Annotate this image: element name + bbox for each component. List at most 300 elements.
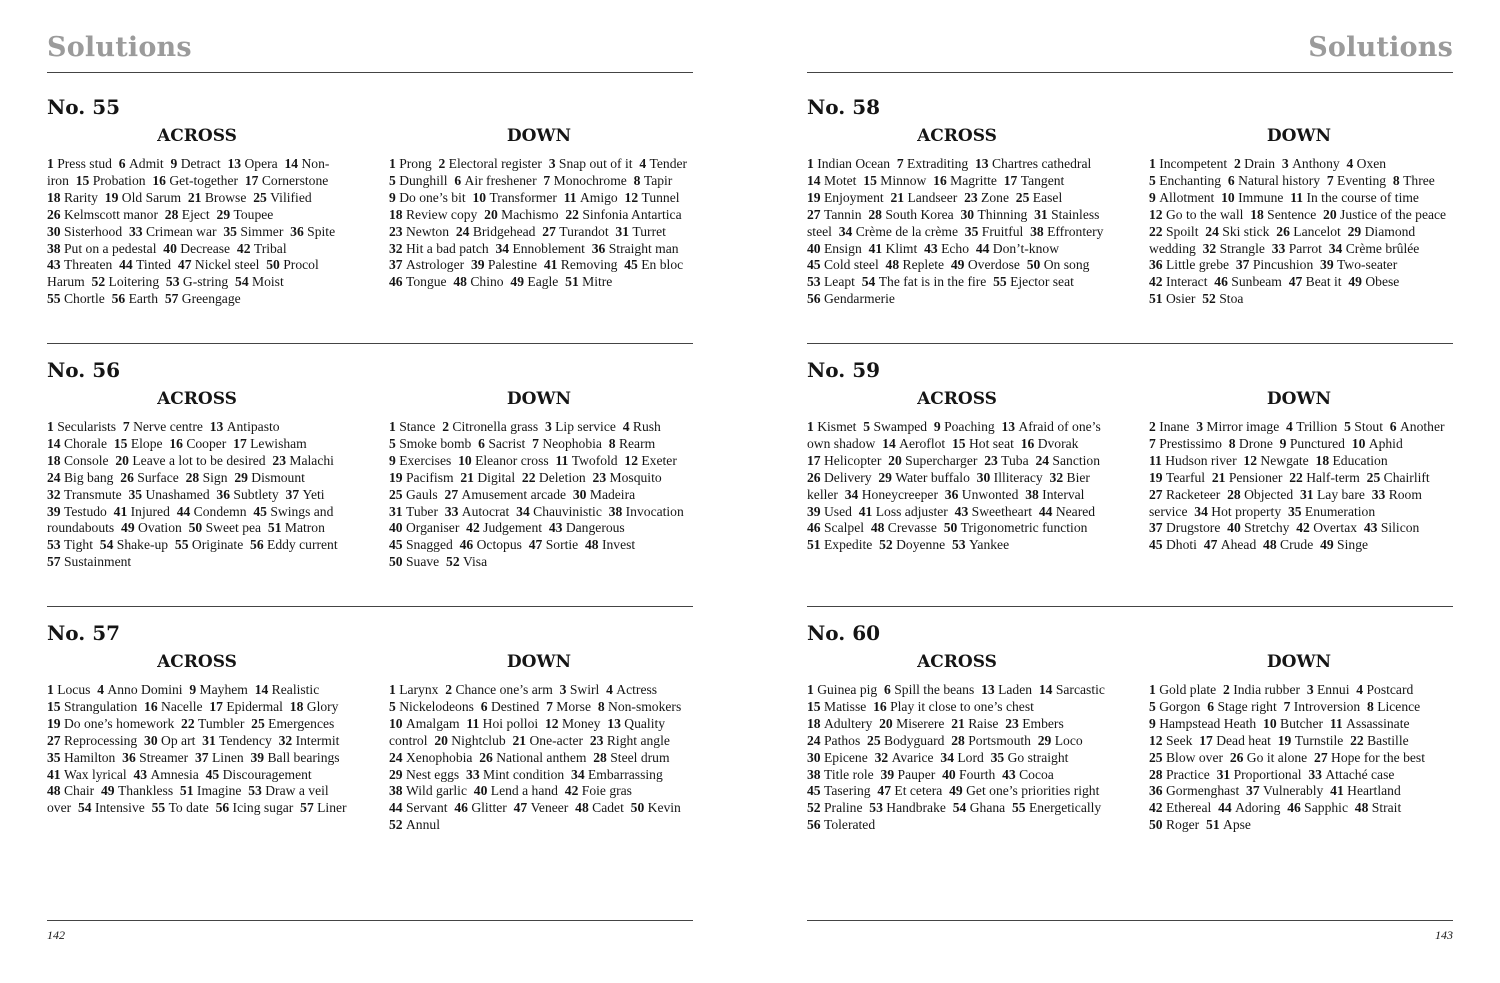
clue-answer: Organiser xyxy=(402,520,460,536)
answer-entry xyxy=(522,470,586,485)
answer-entry xyxy=(47,504,107,519)
answer-entry xyxy=(555,453,617,468)
clue-number: 37 xyxy=(285,486,300,502)
answer-entry xyxy=(47,554,131,569)
clue-answer: Probation xyxy=(89,172,146,188)
clue-answer: Dunghill xyxy=(395,172,448,188)
answer-entry xyxy=(1288,504,1375,519)
clue-number: 27 xyxy=(1149,486,1163,502)
clue-number: 43 xyxy=(548,520,563,536)
clue-number: 33 xyxy=(444,503,459,519)
clue-answer: Sweet pea xyxy=(202,520,262,536)
clue-answer: Greengage xyxy=(178,291,241,307)
answer-entry xyxy=(1227,487,1293,502)
answer-entry xyxy=(47,682,90,697)
clue-number: 6 xyxy=(1389,419,1397,434)
clue-number: 20 xyxy=(434,732,448,748)
clue-answer: Lord xyxy=(953,749,984,765)
clue-number: 7 xyxy=(896,156,904,171)
clue-answer: Liner xyxy=(313,800,347,816)
answer-entry xyxy=(484,207,558,222)
clue-number: 34 xyxy=(838,223,853,239)
clue-answer: Snap out of it xyxy=(555,156,633,171)
clue-number: 20 xyxy=(879,715,893,731)
clue-number: 56 xyxy=(111,291,126,307)
clue-answer: Twofold xyxy=(568,452,618,468)
answer-entry xyxy=(1218,800,1280,815)
answer-entry xyxy=(1348,274,1399,289)
clue-number: 13 xyxy=(975,156,989,171)
clue-number: 17 xyxy=(807,452,821,468)
clue-answer: Hudson river xyxy=(1161,452,1237,468)
clue-answer: Easel xyxy=(1029,189,1063,205)
answer-entry xyxy=(479,750,586,765)
clue-number: 15 xyxy=(47,698,61,714)
answer-entry xyxy=(128,487,209,502)
clue-number: 31 xyxy=(1034,206,1048,222)
answer-entry xyxy=(389,800,448,815)
clue-number: 51 xyxy=(179,783,194,799)
clue-number: 51 xyxy=(267,520,282,536)
answer-entry xyxy=(878,470,970,485)
answer-entry xyxy=(1039,682,1105,697)
clue-number: 32 xyxy=(47,486,61,502)
clue-answer: Practice xyxy=(1162,766,1210,782)
answer-entry xyxy=(1149,173,1221,188)
answer-entry xyxy=(47,241,157,256)
answer-entry xyxy=(1005,716,1064,731)
answer-entry xyxy=(446,554,487,569)
answer-entry xyxy=(924,241,969,256)
clue-number: 52 xyxy=(446,554,460,570)
clue-answer: Tender xyxy=(646,156,688,171)
clue-number: 34 xyxy=(940,749,954,765)
clue-answer: Icing sugar xyxy=(229,800,294,816)
clue-answer: Strait xyxy=(1368,800,1402,816)
answer-entry xyxy=(1300,487,1365,502)
answer-entry xyxy=(47,419,116,434)
section-divider xyxy=(807,606,1453,607)
clue-answer: Silicon xyxy=(1377,520,1420,536)
clue-number: 32 xyxy=(389,240,403,256)
answer-entry xyxy=(953,800,1005,815)
clue-number: 44 xyxy=(119,257,133,273)
answer-entry xyxy=(845,487,938,502)
clue-answer: Effrontery xyxy=(1043,223,1104,239)
clue-answer: Incompetent xyxy=(1155,156,1228,171)
clue-answer: Ball bearings xyxy=(264,749,340,765)
answer-entry xyxy=(454,173,536,188)
clue-number: 20 xyxy=(1323,206,1337,222)
clue-answer: Hot seat xyxy=(965,435,1014,451)
header-rule xyxy=(47,72,693,73)
down-answers xyxy=(1149,419,1451,554)
answer-entry xyxy=(545,716,601,731)
clue-answer: Spite xyxy=(303,223,336,239)
answer-entry xyxy=(1035,453,1100,468)
clue-answer: Obese xyxy=(1361,274,1400,290)
clue-number: 50 xyxy=(630,800,645,816)
answer-entry xyxy=(940,750,983,765)
clue-number: 15 xyxy=(863,172,877,188)
clue-answer: Cornerstone xyxy=(258,172,329,188)
clue-number: 12 xyxy=(1149,206,1163,222)
clue-answer: Another xyxy=(1396,419,1445,434)
clue-answer: Ski stick xyxy=(1218,223,1270,239)
clue-number: 31 xyxy=(389,503,403,519)
clue-answer: Overdose xyxy=(964,257,1020,273)
answer-entry xyxy=(888,453,977,468)
answer-entry xyxy=(592,241,679,256)
answer-entry xyxy=(100,537,168,552)
clue-number: 14 xyxy=(284,156,299,171)
clue-number: 25 xyxy=(1366,469,1381,485)
answer-entry xyxy=(389,520,459,535)
clue-answer: Machismo xyxy=(497,206,559,222)
clue-number: 8 xyxy=(597,698,605,714)
clue-number: 40 xyxy=(942,766,956,782)
answer-entry xyxy=(807,291,895,306)
clue-number: 43 xyxy=(924,240,938,256)
down-heading: DOWN xyxy=(506,126,572,146)
clue-answer: Kelmscott manor xyxy=(60,206,158,222)
answer-entry xyxy=(1039,504,1095,519)
clue-answer: Lay bare xyxy=(1313,486,1365,502)
clue-answer: Ahead xyxy=(1217,537,1257,553)
clue-number: 21 xyxy=(1211,469,1226,485)
answer-entry xyxy=(1199,733,1271,748)
clue-number: 45 xyxy=(807,783,821,799)
clue-answer: Invocation xyxy=(622,503,684,519)
clue-answer: Yeti xyxy=(299,486,325,502)
clue-number: 23 xyxy=(984,452,998,468)
clue-number: 45 xyxy=(807,257,821,273)
clue-number: 30 xyxy=(976,469,991,485)
across-heading: ACROSS xyxy=(917,652,997,672)
clue-number: 6 xyxy=(478,435,485,451)
clue-answer: Judgement xyxy=(479,520,543,536)
clue-answer: Beat it xyxy=(1302,274,1342,290)
clue-answer: Stretchy xyxy=(1240,520,1290,536)
clue-answer: Loss adjuster xyxy=(872,503,948,519)
answer-entry xyxy=(389,537,453,552)
clue-answer: Discouragement xyxy=(219,766,312,782)
clue-answer: Adoring xyxy=(1231,800,1281,816)
clue-answer: Aphid xyxy=(1365,435,1403,451)
clue-answer: Landseer xyxy=(904,189,958,205)
answer-entry xyxy=(1320,537,1368,552)
answer-entry xyxy=(389,436,471,451)
down-answers xyxy=(1149,682,1451,834)
clue-answer: Bridgehead xyxy=(469,223,536,239)
clue-answer: Heartland xyxy=(1343,783,1401,799)
clue-answer: Palestine xyxy=(484,257,538,273)
clue-number: 18 xyxy=(389,206,403,222)
answer-entry xyxy=(152,800,209,815)
answer-entry xyxy=(510,274,558,289)
answer-entry xyxy=(1207,699,1276,714)
answer-entry xyxy=(216,800,294,815)
answer-entry xyxy=(119,257,171,272)
clue-number: 53 xyxy=(951,537,966,553)
clue-answer: Racketeer xyxy=(1162,486,1221,502)
clue-answer: Sustainment xyxy=(60,554,132,570)
answer-entry xyxy=(481,699,540,714)
clue-number: 11 xyxy=(563,189,577,205)
clue-number: 8 xyxy=(1228,435,1236,451)
clue-number: 38 xyxy=(47,240,61,256)
answer-entry xyxy=(1350,733,1409,748)
clue-answer: Chartres cathedral xyxy=(988,156,1092,171)
clue-number: 9 xyxy=(1279,435,1287,451)
answer-entry xyxy=(478,436,525,451)
across-heading: ACROSS xyxy=(917,126,997,146)
clue-number: 48 xyxy=(1354,800,1369,816)
clue-answer: Nest eggs xyxy=(402,766,460,782)
clue-number: 29 xyxy=(216,206,231,222)
answer-entry xyxy=(960,207,1027,222)
clue-answer: G-string xyxy=(179,274,229,290)
clue-answer: Vilified xyxy=(266,189,312,205)
clue-number: 26 xyxy=(120,469,134,485)
clue-answer: Anthony xyxy=(1288,156,1340,171)
clue-number: 29 xyxy=(1037,732,1052,748)
clue-number: 15 xyxy=(75,172,90,188)
answer-entry xyxy=(890,190,957,205)
answer-entry xyxy=(516,504,602,519)
clue-number: 55 xyxy=(993,274,1007,290)
answer-entry xyxy=(445,487,567,502)
clue-answer: Monochrome xyxy=(550,172,627,188)
clue-number: 25 xyxy=(251,715,265,731)
clue-answer: Locus xyxy=(53,682,91,697)
clue-number: 52 xyxy=(1202,291,1216,307)
answer-entry xyxy=(934,419,995,434)
clue-answer: Chair xyxy=(60,783,95,799)
clue-answer: Glitter xyxy=(467,800,507,816)
clue-number: 9 xyxy=(1149,715,1156,731)
clue-answer: Parrot xyxy=(1285,240,1322,256)
clue-answer: Elope xyxy=(127,435,163,451)
clue-number: 15 xyxy=(951,435,966,451)
answer-entry xyxy=(237,241,287,256)
clue-answer: Sortie xyxy=(542,537,579,553)
clue-answer: Amigo xyxy=(576,189,618,205)
answer-entry xyxy=(133,767,198,782)
clue-number: 39 xyxy=(47,503,61,519)
clue-number: 49 xyxy=(101,783,115,799)
clue-number: 41 xyxy=(868,240,883,256)
answer-entry xyxy=(1246,783,1323,798)
clue-number: 9 xyxy=(1149,189,1156,205)
clue-answer: Supercharger xyxy=(901,452,978,468)
clue-number: 1 xyxy=(389,682,396,697)
answer-entry xyxy=(951,733,1031,748)
clue-number: 26 xyxy=(47,206,61,222)
clue-answer: Malachi xyxy=(285,452,334,468)
clue-number: 41 xyxy=(113,503,128,519)
clue-answer: Ovation xyxy=(134,520,182,536)
across-heading: ACROSS xyxy=(157,126,237,146)
clue-answer: Servant xyxy=(402,800,448,816)
clue-answer: Dead heat xyxy=(1212,732,1271,748)
clue-number: 34 xyxy=(1328,240,1343,256)
clue-number: 14 xyxy=(47,435,61,451)
answer-entry xyxy=(1149,291,1195,306)
answer-entry xyxy=(965,224,1024,239)
clue-answer: Ejector seat xyxy=(1006,274,1074,290)
clue-answer: Bodyguard xyxy=(880,732,945,748)
clue-number: 34 xyxy=(571,766,585,782)
page-header: Solutions xyxy=(47,32,192,63)
clue-number: 44 xyxy=(1218,800,1232,816)
clue-answer: Enumeration xyxy=(1301,503,1376,519)
clue-number: 4 xyxy=(1346,156,1354,171)
clue-answer: Right angle xyxy=(603,732,670,748)
clue-number: 13 xyxy=(607,715,621,731)
answer-entry xyxy=(964,190,1009,205)
clue-answer: Dismount xyxy=(247,469,305,485)
answer-entry xyxy=(1149,682,1216,697)
clue-answer: Mint condition xyxy=(479,766,565,782)
answer-entry xyxy=(560,682,600,697)
answer-entry xyxy=(873,699,1034,714)
clue-answer: Strangulation xyxy=(60,698,138,714)
clue-number: 32 xyxy=(1049,469,1064,485)
clue-number: 28 xyxy=(951,732,965,748)
clue-number: 8 xyxy=(1392,172,1400,188)
answer-entry xyxy=(977,470,1043,485)
clue-number: 19 xyxy=(389,469,403,485)
clue-answer: Big bang xyxy=(60,469,114,485)
clue-answer: Xenophobia xyxy=(402,749,473,765)
clue-answer: Gormenghast xyxy=(1162,783,1240,799)
answer-entry xyxy=(807,716,872,731)
clue-answer: Don’t-know xyxy=(989,240,1060,256)
clue-answer: Unashamed xyxy=(142,486,210,502)
answer-entry xyxy=(47,436,107,451)
clue-answer: Autocrat xyxy=(458,503,510,519)
clue-number: 35 xyxy=(223,223,237,239)
answer-entry xyxy=(807,470,872,485)
clue-number: 20 xyxy=(888,452,902,468)
answer-entry xyxy=(165,291,241,306)
clue-number: 55 xyxy=(47,291,61,307)
answer-entry xyxy=(1205,224,1269,239)
page-number: 143 xyxy=(1435,928,1453,942)
answer-entry xyxy=(512,733,583,748)
clue-answer: Toupee xyxy=(230,206,274,222)
clue-number: 7 xyxy=(546,698,553,714)
clue-number: 47 xyxy=(177,257,192,273)
clue-answer: Tendency xyxy=(215,732,272,748)
answer-entry xyxy=(585,537,635,552)
clue-answer: Mitre xyxy=(578,274,613,290)
answer-entry xyxy=(251,750,340,765)
answer-entry xyxy=(234,470,305,485)
clue-number: 9 xyxy=(389,452,396,468)
answer-entry xyxy=(1290,190,1419,205)
answer-entry xyxy=(1314,750,1425,765)
answer-entry xyxy=(984,453,1028,468)
clue-number: 20 xyxy=(484,206,498,222)
answer-entry xyxy=(807,767,874,782)
clue-number: 43 xyxy=(133,766,148,782)
clue-number: 40 xyxy=(163,240,177,256)
answer-entry xyxy=(639,156,687,171)
clue-number: 10 xyxy=(472,189,487,205)
clue-answer: Tuba xyxy=(997,452,1029,468)
answer-entry xyxy=(163,241,230,256)
answer-entry xyxy=(1287,800,1348,815)
clue-answer: Digital xyxy=(473,469,516,485)
down-heading: DOWN xyxy=(1266,389,1332,409)
clue-number: 5 xyxy=(1149,698,1156,714)
answer-entry xyxy=(1352,436,1403,451)
page-number: 142 xyxy=(47,928,65,942)
across-heading: ACROSS xyxy=(157,652,237,672)
clue-number: 46 xyxy=(454,800,468,816)
clue-number: 25 xyxy=(389,486,403,502)
clue-number: 35 xyxy=(128,486,143,502)
clue-number: 43 xyxy=(1002,766,1016,782)
clue-number: 43 xyxy=(47,257,61,273)
clue-number: 36 xyxy=(290,223,304,239)
clue-answer: Madeira xyxy=(586,486,636,502)
clue-number: 35 xyxy=(990,749,1005,765)
clue-answer: Licence xyxy=(1373,698,1421,714)
clue-number: 7 xyxy=(1326,172,1334,188)
clue-answer: Press stud xyxy=(53,156,112,171)
clue-number: 54 xyxy=(861,274,876,290)
clue-answer: Emergences xyxy=(264,715,335,731)
clue-number: 53 xyxy=(869,800,883,816)
across-answers xyxy=(807,419,1109,554)
clue-number: 50 xyxy=(188,520,203,536)
clue-number: 40 xyxy=(1227,520,1241,536)
answer-entry xyxy=(807,504,852,519)
clue-number: 11 xyxy=(1149,452,1162,468)
clue-number: 1 xyxy=(389,156,396,171)
answer-entry xyxy=(300,800,346,815)
answer-entry xyxy=(623,419,661,434)
section-divider xyxy=(47,343,693,344)
answer-entry xyxy=(389,682,438,697)
clue-answer: Justice of the peace xyxy=(1336,206,1447,222)
answer-entry xyxy=(1330,783,1401,798)
answer-entry xyxy=(389,224,449,239)
clue-number: 40 xyxy=(473,783,488,799)
answer-entry xyxy=(867,733,944,748)
clue-number: 36 xyxy=(216,486,231,502)
clue-number: 23 xyxy=(964,189,978,205)
clue-answer: Swirl xyxy=(566,682,600,697)
clue-answer: Intensive xyxy=(91,800,145,816)
clue-number: 24 xyxy=(1035,452,1050,468)
clue-number: 23 xyxy=(1005,715,1019,731)
clue-answer: Deletion xyxy=(535,469,586,485)
clue-answer: Punctured xyxy=(1286,435,1345,451)
clue-answer: Nightclub xyxy=(447,732,506,748)
answer-entry xyxy=(165,207,210,222)
clue-number: 22 xyxy=(565,206,579,222)
clue-answer: Old Sarum xyxy=(118,189,182,205)
answer-entry xyxy=(565,783,632,798)
clue-answer: Draw a veil over xyxy=(47,783,329,816)
clue-number: 24 xyxy=(455,223,470,239)
clue-answer: Neophobia xyxy=(538,435,602,451)
answer-entry xyxy=(869,241,918,256)
